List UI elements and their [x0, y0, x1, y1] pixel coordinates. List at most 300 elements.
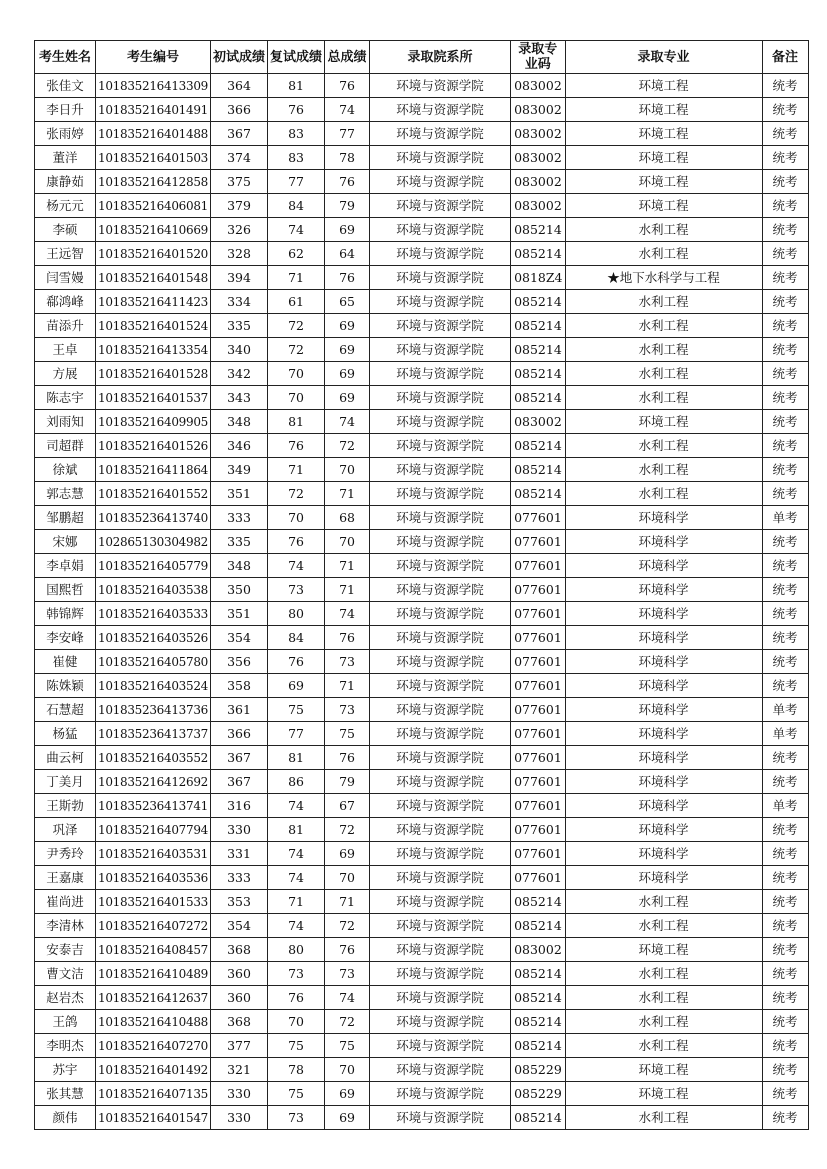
cell-initial-score: 334 [211, 290, 268, 314]
cell-department: 环境与资源学院 [370, 362, 511, 386]
table-row [35, 146, 809, 170]
table-row [35, 458, 809, 482]
cell-major: 环境科学 [565, 818, 762, 842]
cell-candidate-id: 101835216401488 [96, 122, 211, 146]
cell-major: 水利工程 [565, 242, 762, 266]
cell-major-code: 085214 [511, 1010, 565, 1034]
table-row [35, 554, 809, 578]
table-row [35, 578, 809, 602]
cell-candidate-id: 101835216410489 [96, 962, 211, 986]
cell-name: 李安峰 [35, 626, 96, 650]
cell-major: 环境工程 [565, 170, 762, 194]
cell-remark: 统考 [762, 74, 808, 98]
cell-candidate-id: 101835216407272 [96, 914, 211, 938]
cell-name: 郗鸿峰 [35, 290, 96, 314]
table-row [35, 722, 809, 746]
header-remark: 备注 [762, 41, 808, 74]
cell-total-score: 73 [325, 650, 370, 674]
cell-major-code: 077601 [511, 818, 565, 842]
table-row [35, 218, 809, 242]
cell-department: 环境与资源学院 [370, 554, 511, 578]
cell-remark: 统考 [762, 242, 808, 266]
cell-remark: 单考 [762, 722, 808, 746]
cell-name: 丁美月 [35, 770, 96, 794]
cell-candidate-id: 101835216401537 [96, 386, 211, 410]
cell-major: 环境科学 [565, 530, 762, 554]
cell-name: 方展 [35, 362, 96, 386]
cell-major: 环境工程 [565, 98, 762, 122]
table-row [35, 170, 809, 194]
cell-major-code: 085214 [511, 1106, 565, 1130]
cell-total-score: 79 [325, 194, 370, 218]
cell-name: 苏宇 [35, 1058, 96, 1082]
admission-table [34, 40, 809, 1130]
cell-department: 环境与资源学院 [370, 146, 511, 170]
cell-retest-score: 78 [268, 1058, 325, 1082]
cell-name: 刘雨知 [35, 410, 96, 434]
table-row [35, 74, 809, 98]
cell-retest-score: 75 [268, 1034, 325, 1058]
cell-department: 环境与资源学院 [370, 938, 511, 962]
cell-remark: 统考 [762, 218, 808, 242]
cell-major-code: 083002 [511, 410, 565, 434]
table-row [35, 938, 809, 962]
cell-candidate-id: 101835216403524 [96, 674, 211, 698]
cell-remark: 统考 [762, 986, 808, 1010]
cell-initial-score: 351 [211, 482, 268, 506]
cell-initial-score: 360 [211, 962, 268, 986]
cell-retest-score: 61 [268, 290, 325, 314]
cell-initial-score: 330 [211, 1082, 268, 1106]
cell-initial-score: 335 [211, 314, 268, 338]
cell-department: 环境与资源学院 [370, 386, 511, 410]
cell-major: 环境科学 [565, 578, 762, 602]
cell-department: 环境与资源学院 [370, 218, 511, 242]
cell-major-code: 085214 [511, 362, 565, 386]
cell-total-score: 76 [325, 170, 370, 194]
cell-candidate-id: 101835216403536 [96, 866, 211, 890]
cell-total-score: 77 [325, 122, 370, 146]
cell-major: 水利工程 [565, 914, 762, 938]
cell-department: 环境与资源学院 [370, 962, 511, 986]
cell-total-score: 70 [325, 458, 370, 482]
cell-remark: 统考 [762, 482, 808, 506]
cell-remark: 统考 [762, 194, 808, 218]
cell-name: 王远智 [35, 242, 96, 266]
cell-major-code: 085214 [511, 338, 565, 362]
cell-candidate-id: 101835216412858 [96, 170, 211, 194]
cell-initial-score: 394 [211, 266, 268, 290]
cell-major: 水利工程 [565, 1010, 762, 1034]
cell-total-score: 73 [325, 698, 370, 722]
cell-initial-score: 321 [211, 1058, 268, 1082]
cell-candidate-id: 101835216405779 [96, 554, 211, 578]
cell-retest-score: 83 [268, 122, 325, 146]
cell-major-code: 085214 [511, 290, 565, 314]
cell-remark: 统考 [762, 770, 808, 794]
cell-department: 环境与资源学院 [370, 626, 511, 650]
cell-major: 环境工程 [565, 1058, 762, 1082]
cell-name: 尹秀玲 [35, 842, 96, 866]
cell-name: 李日升 [35, 98, 96, 122]
cell-retest-score: 76 [268, 530, 325, 554]
cell-candidate-id: 101835216401533 [96, 890, 211, 914]
table-row [35, 434, 809, 458]
table-row [35, 842, 809, 866]
cell-initial-score: 364 [211, 74, 268, 98]
cell-remark: 统考 [762, 434, 808, 458]
cell-major: 环境科学 [565, 650, 762, 674]
cell-remark: 统考 [762, 266, 808, 290]
cell-candidate-id: 101835216401503 [96, 146, 211, 170]
cell-major-code: 085214 [511, 434, 565, 458]
cell-major-code: 077601 [511, 578, 565, 602]
cell-total-score: 76 [325, 746, 370, 770]
table-row [35, 794, 809, 818]
cell-major-code: 077601 [511, 794, 565, 818]
cell-candidate-id: 101835216403533 [96, 602, 211, 626]
cell-name: 王嘉康 [35, 866, 96, 890]
cell-major: 水利工程 [565, 458, 762, 482]
cell-major-code: 083002 [511, 938, 565, 962]
table-row [35, 338, 809, 362]
cell-total-score: 76 [325, 626, 370, 650]
cell-initial-score: 353 [211, 890, 268, 914]
cell-name: 王卓 [35, 338, 96, 362]
cell-major: 水利工程 [565, 962, 762, 986]
cell-candidate-id: 101835216401552 [96, 482, 211, 506]
cell-total-score: 72 [325, 434, 370, 458]
cell-name: 司超群 [35, 434, 96, 458]
cell-remark: 统考 [762, 98, 808, 122]
cell-candidate-id: 101835216401491 [96, 98, 211, 122]
cell-department: 环境与资源学院 [370, 914, 511, 938]
cell-name: 陈姝颖 [35, 674, 96, 698]
cell-total-score: 69 [325, 218, 370, 242]
cell-candidate-id: 101835216412637 [96, 986, 211, 1010]
cell-name: 董洋 [35, 146, 96, 170]
cell-name: 张佳文 [35, 74, 96, 98]
cell-initial-score: 316 [211, 794, 268, 818]
cell-name: 李卓娟 [35, 554, 96, 578]
cell-initial-score: 342 [211, 362, 268, 386]
cell-total-score: 69 [325, 314, 370, 338]
cell-initial-score: 328 [211, 242, 268, 266]
cell-major: 环境科学 [565, 722, 762, 746]
cell-department: 环境与资源学院 [370, 482, 511, 506]
cell-total-score: 64 [325, 242, 370, 266]
cell-initial-score: 348 [211, 410, 268, 434]
cell-retest-score: 84 [268, 194, 325, 218]
cell-name: 宋娜 [35, 530, 96, 554]
table-row [35, 746, 809, 770]
cell-department: 环境与资源学院 [370, 698, 511, 722]
cell-total-score: 75 [325, 722, 370, 746]
table-row [35, 626, 809, 650]
cell-retest-score: 77 [268, 722, 325, 746]
cell-total-score: 71 [325, 578, 370, 602]
cell-initial-score: 358 [211, 674, 268, 698]
cell-initial-score: 330 [211, 818, 268, 842]
cell-major-code: 085214 [511, 242, 565, 266]
cell-remark: 统考 [762, 554, 808, 578]
cell-remark: 统考 [762, 362, 808, 386]
cell-name: 巩泽 [35, 818, 96, 842]
cell-major: 水利工程 [565, 986, 762, 1010]
cell-major: 环境科学 [565, 698, 762, 722]
cell-total-score: 74 [325, 602, 370, 626]
cell-candidate-id: 101835216412692 [96, 770, 211, 794]
cell-total-score: 78 [325, 146, 370, 170]
cell-major: 环境工程 [565, 1082, 762, 1106]
cell-name: 颜伟 [35, 1106, 96, 1130]
cell-retest-score: 76 [268, 434, 325, 458]
cell-retest-score: 81 [268, 818, 325, 842]
cell-department: 环境与资源学院 [370, 842, 511, 866]
cell-total-score: 72 [325, 818, 370, 842]
table-row [35, 818, 809, 842]
cell-name: 康静茹 [35, 170, 96, 194]
cell-major: 环境科学 [565, 866, 762, 890]
cell-major: 环境工程 [565, 146, 762, 170]
cell-department: 环境与资源学院 [370, 770, 511, 794]
table-row [35, 650, 809, 674]
cell-remark: 统考 [762, 1010, 808, 1034]
cell-major: 环境科学 [565, 746, 762, 770]
cell-name: 安泰吉 [35, 938, 96, 962]
cell-remark: 统考 [762, 314, 808, 338]
cell-major: 水利工程 [565, 314, 762, 338]
cell-total-score: 67 [325, 794, 370, 818]
table-row [35, 770, 809, 794]
cell-major-code: 083002 [511, 146, 565, 170]
cell-department: 环境与资源学院 [370, 722, 511, 746]
cell-department: 环境与资源学院 [370, 290, 511, 314]
cell-initial-score: 374 [211, 146, 268, 170]
cell-major: 水利工程 [565, 290, 762, 314]
cell-retest-score: 81 [268, 74, 325, 98]
cell-major: 水利工程 [565, 890, 762, 914]
cell-candidate-id: 101835216407135 [96, 1082, 211, 1106]
cell-retest-score: 70 [268, 362, 325, 386]
table-row [35, 98, 809, 122]
cell-name: 张雨婷 [35, 122, 96, 146]
cell-retest-score: 83 [268, 146, 325, 170]
cell-total-score: 70 [325, 1058, 370, 1082]
cell-initial-score: 333 [211, 866, 268, 890]
cell-department: 环境与资源学院 [370, 1010, 511, 1034]
cell-total-score: 74 [325, 986, 370, 1010]
cell-total-score: 69 [325, 842, 370, 866]
cell-name: 曹文洁 [35, 962, 96, 986]
cell-remark: 统考 [762, 650, 808, 674]
cell-initial-score: 368 [211, 938, 268, 962]
cell-candidate-id: 101835216401526 [96, 434, 211, 458]
cell-major: 环境科学 [565, 626, 762, 650]
cell-remark: 统考 [762, 410, 808, 434]
cell-major: 环境工程 [565, 194, 762, 218]
cell-major-code: 077601 [511, 554, 565, 578]
cell-candidate-id: 101835216401548 [96, 266, 211, 290]
cell-retest-score: 72 [268, 338, 325, 362]
cell-name: 国熙哲 [35, 578, 96, 602]
cell-candidate-id: 101835236413740 [96, 506, 211, 530]
cell-remark: 统考 [762, 818, 808, 842]
cell-initial-score: 343 [211, 386, 268, 410]
cell-department: 环境与资源学院 [370, 434, 511, 458]
cell-initial-score: 377 [211, 1034, 268, 1058]
cell-candidate-id: 101835216411423 [96, 290, 211, 314]
cell-major: 环境科学 [565, 794, 762, 818]
cell-department: 环境与资源学院 [370, 314, 511, 338]
cell-name: 崔健 [35, 650, 96, 674]
cell-name: 闫雪嫚 [35, 266, 96, 290]
cell-department: 环境与资源学院 [370, 866, 511, 890]
cell-remark: 统考 [762, 578, 808, 602]
cell-name: 郭志慧 [35, 482, 96, 506]
cell-candidate-id: 101835216401524 [96, 314, 211, 338]
cell-total-score: 74 [325, 410, 370, 434]
cell-retest-score: 71 [268, 890, 325, 914]
cell-major: 水利工程 [565, 482, 762, 506]
cell-department: 环境与资源学院 [370, 410, 511, 434]
cell-retest-score: 81 [268, 410, 325, 434]
cell-total-score: 65 [325, 290, 370, 314]
cell-candidate-id: 101835216401528 [96, 362, 211, 386]
table-row [35, 1010, 809, 1034]
cell-remark: 统考 [762, 386, 808, 410]
cell-retest-score: 70 [268, 386, 325, 410]
cell-department: 环境与资源学院 [370, 506, 511, 530]
cell-retest-score: 86 [268, 770, 325, 794]
cell-candidate-id: 102865130304982 [96, 530, 211, 554]
cell-retest-score: 74 [268, 218, 325, 242]
cell-name: 李清林 [35, 914, 96, 938]
cell-remark: 统考 [762, 290, 808, 314]
header-row [35, 41, 809, 74]
table-row [35, 242, 809, 266]
cell-name: 李明杰 [35, 1034, 96, 1058]
cell-total-score: 76 [325, 74, 370, 98]
cell-candidate-id: 101835216413309 [96, 74, 211, 98]
cell-major-code: 085214 [511, 458, 565, 482]
cell-name: 崔尚进 [35, 890, 96, 914]
cell-retest-score: 71 [268, 266, 325, 290]
cell-retest-score: 70 [268, 506, 325, 530]
cell-remark: 单考 [762, 698, 808, 722]
cell-candidate-id: 101835216403526 [96, 626, 211, 650]
header-initial-score: 初试成绩 [211, 41, 268, 74]
cell-initial-score: 368 [211, 1010, 268, 1034]
cell-remark: 统考 [762, 338, 808, 362]
cell-total-score: 69 [325, 338, 370, 362]
cell-initial-score: 367 [211, 746, 268, 770]
cell-retest-score: 74 [268, 842, 325, 866]
header-name: 考生姓名 [35, 41, 96, 74]
cell-department: 环境与资源学院 [370, 338, 511, 362]
table-row [35, 698, 809, 722]
cell-major-code: 085229 [511, 1058, 565, 1082]
cell-major-code: 083002 [511, 98, 565, 122]
cell-department: 环境与资源学院 [370, 122, 511, 146]
cell-department: 环境与资源学院 [370, 1034, 511, 1058]
cell-remark: 统考 [762, 1082, 808, 1106]
table-row [35, 962, 809, 986]
cell-candidate-id: 101835216408457 [96, 938, 211, 962]
cell-name: 韩锦辉 [35, 602, 96, 626]
cell-candidate-id: 101835216411864 [96, 458, 211, 482]
cell-department: 环境与资源学院 [370, 674, 511, 698]
cell-initial-score: 346 [211, 434, 268, 458]
cell-retest-score: 74 [268, 554, 325, 578]
cell-retest-score: 74 [268, 866, 325, 890]
header-department: 录取院系所 [370, 41, 511, 74]
cell-total-score: 71 [325, 554, 370, 578]
cell-retest-score: 76 [268, 98, 325, 122]
cell-department: 环境与资源学院 [370, 266, 511, 290]
cell-department: 环境与资源学院 [370, 794, 511, 818]
cell-major-code: 077601 [511, 650, 565, 674]
cell-major: 水利工程 [565, 386, 762, 410]
cell-major: 环境科学 [565, 674, 762, 698]
cell-retest-score: 77 [268, 170, 325, 194]
cell-retest-score: 73 [268, 578, 325, 602]
cell-major-code: 077601 [511, 746, 565, 770]
cell-major-code: 077601 [511, 674, 565, 698]
cell-department: 环境与资源学院 [370, 242, 511, 266]
cell-retest-score: 72 [268, 482, 325, 506]
cell-major: 环境科学 [565, 602, 762, 626]
cell-retest-score: 75 [268, 698, 325, 722]
cell-major-code: 077601 [511, 506, 565, 530]
cell-major: 环境工程 [565, 122, 762, 146]
cell-remark: 统考 [762, 1106, 808, 1130]
cell-total-score: 69 [325, 1082, 370, 1106]
cell-initial-score: 360 [211, 986, 268, 1010]
cell-initial-score: 354 [211, 914, 268, 938]
cell-major: 环境科学 [565, 554, 762, 578]
cell-candidate-id: 101835216401520 [96, 242, 211, 266]
cell-total-score: 76 [325, 266, 370, 290]
cell-remark: 单考 [762, 794, 808, 818]
cell-major: 水利工程 [565, 434, 762, 458]
cell-major: 环境科学 [565, 770, 762, 794]
cell-candidate-id: 101835216406081 [96, 194, 211, 218]
table-row [35, 290, 809, 314]
cell-remark: 统考 [762, 962, 808, 986]
cell-initial-score: 356 [211, 650, 268, 674]
cell-name: 邹鹏超 [35, 506, 96, 530]
cell-major-code: 085214 [511, 890, 565, 914]
cell-candidate-id: 101835216410488 [96, 1010, 211, 1034]
cell-total-score: 71 [325, 674, 370, 698]
cell-name: 王斯勃 [35, 794, 96, 818]
cell-candidate-id: 101835216405780 [96, 650, 211, 674]
cell-major: 水利工程 [565, 362, 762, 386]
cell-major-code: 077601 [511, 842, 565, 866]
cell-candidate-id: 101835216403538 [96, 578, 211, 602]
cell-initial-score: 366 [211, 722, 268, 746]
table-row [35, 482, 809, 506]
cell-department: 环境与资源学院 [370, 74, 511, 98]
cell-remark: 统考 [762, 170, 808, 194]
cell-name: 曲云柯 [35, 746, 96, 770]
table-row [35, 362, 809, 386]
cell-candidate-id: 101835236413741 [96, 794, 211, 818]
cell-initial-score: 349 [211, 458, 268, 482]
cell-retest-score: 72 [268, 314, 325, 338]
table-row [35, 1106, 809, 1130]
